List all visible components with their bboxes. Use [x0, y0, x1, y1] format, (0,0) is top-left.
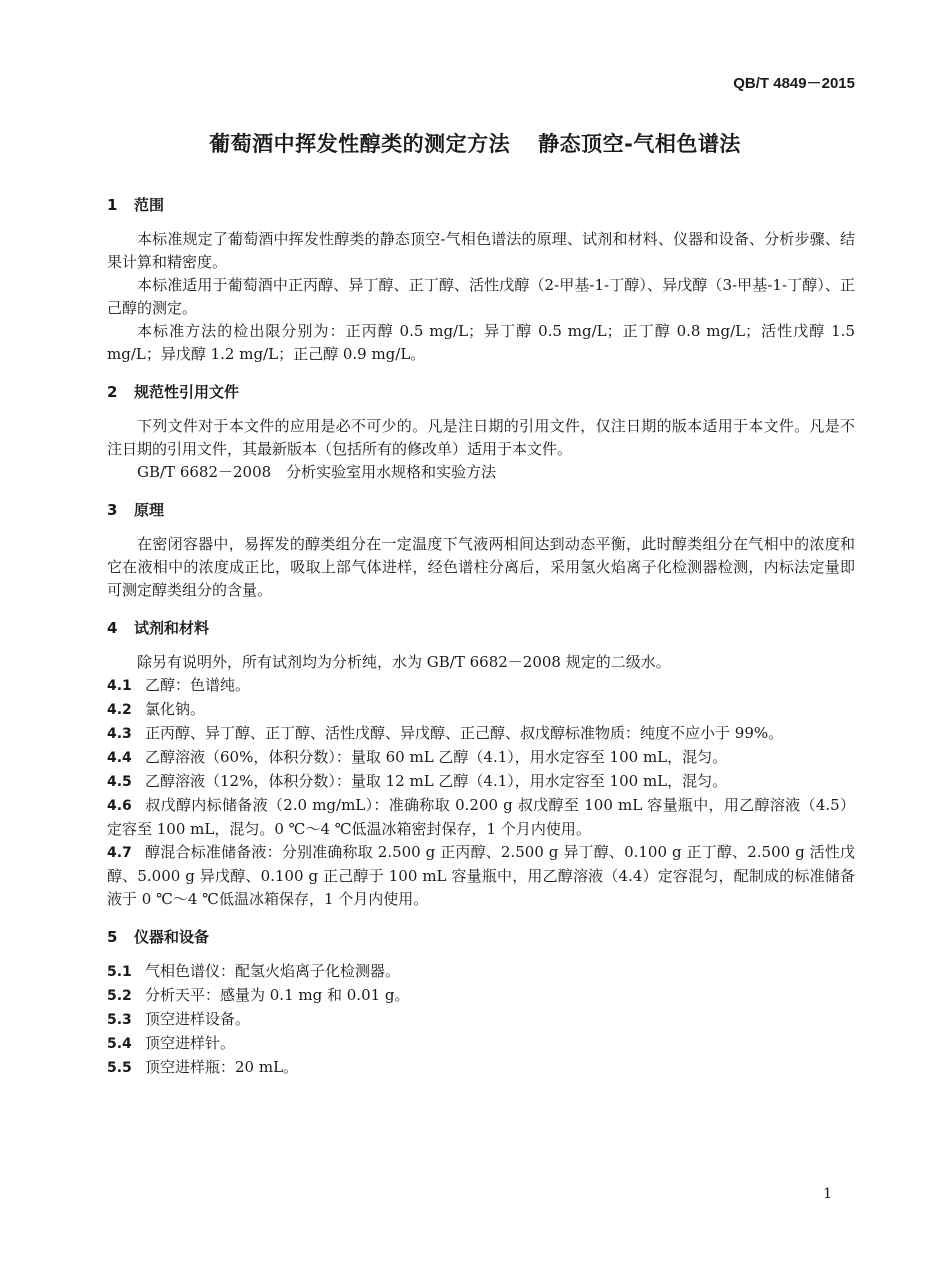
section-number: 5: [107, 928, 118, 946]
list-item: [107, 746, 855, 770]
document-body: [107, 194, 855, 1095]
section-title: 规范性引用文件: [134, 383, 240, 401]
section-number: 3: [107, 501, 118, 519]
item-number: 4.2: [107, 702, 132, 718]
item-text: 乙醇溶液（60%，体积分数）：量取 60 mL 乙醇（4.1），用水定容至 100 mL，混匀。: [145, 748, 728, 766]
reference-entry: GB/T 6682－2008 分析实验室用水规格和实验方法: [137, 463, 497, 481]
section-reagents: [107, 617, 855, 911]
item-number: 4.7: [107, 845, 132, 861]
list-item: [107, 674, 855, 698]
item-text: 正丙醇、异丁醇、正丁醇、活性戊醇、异戊醇、正己醇、叔戊醇标准物质：纯度不应小于 99%。: [145, 724, 784, 742]
item-number: 5.3: [107, 1012, 132, 1028]
section-heading: [107, 194, 855, 216]
item-number: 4.5: [107, 774, 132, 790]
paragraph: 下列文件对于本文件的应用是必不可少的。凡是注日期的引用文件，仅注日期的版本适用于本文件。凡是不注日期的引用文件，其最新版本（包括所有的修改单）适用于本文件。: [107, 417, 855, 458]
item-text: 乙醇溶液（12%，体积分数）：量取 12 mL 乙醇（4.1），用水定容至 100 mL，混匀。: [145, 772, 728, 790]
section-number: 4: [107, 619, 118, 637]
list-item: [107, 841, 855, 911]
paragraph: 除另有说明外，所有试剂均为分析纯，水为 GB/T 6682－2008 规定的二级水。: [137, 653, 671, 671]
paragraph: 本标准规定了葡萄酒中挥发性醇类的静态顶空-气相色谱法的原理、试剂和材料、仪器和设备、分析步骤、结果计算和精密度。: [107, 230, 855, 271]
item-number: 5.4: [107, 1036, 132, 1052]
section-scope: [107, 194, 855, 366]
paragraph: 本标准适用于葡萄酒中正丙醇、异丁醇、正丁醇、活性戊醇（2-甲基-1-丁醇）、异戊醇（3-甲基-1-丁醇）、正己醇的测定。: [107, 276, 855, 317]
item-text: 氯化钠。: [145, 700, 206, 718]
item-text: 分析天平：感量为 0.1 mg 和 0.01 g。: [145, 986, 410, 1004]
paragraph: 在密闭容器中，易挥发的醇类组分在一定温度下气液两相间达到动态平衡，此时醇类组分在气相中的浓度和它在液相中的浓度成正比，吸取上部气体进样，经色谱柱分离后，采用氢火焰离子化检测器检测，内标法定量即可测定醇类组分的含量。: [107, 535, 855, 599]
list-item: [107, 960, 855, 984]
list-item: [107, 984, 855, 1008]
list-item: [107, 794, 855, 841]
item-text: 顶空进样瓶：20 mL。: [145, 1058, 299, 1076]
item-number: 4.3: [107, 726, 132, 742]
item-number: 5.1: [107, 964, 132, 980]
list-item: [107, 1008, 855, 1032]
section-title: 试剂和材料: [134, 619, 210, 637]
section-normative-references: [107, 381, 855, 484]
item-number: 4.6: [107, 798, 132, 814]
section-heading: [107, 381, 855, 403]
list-item: [107, 698, 855, 722]
item-text: 顶空进样设备。: [145, 1010, 251, 1028]
section-heading: [107, 926, 855, 948]
section-heading: [107, 499, 855, 521]
item-number: 5.2: [107, 988, 132, 1004]
title-main: 葡萄酒中挥发性醇类的测定方法: [209, 132, 511, 156]
section-title: 仪器和设备: [134, 928, 210, 946]
item-text: 气相色谱仪：配氢火焰离子化检测器。: [145, 962, 401, 980]
item-number: 4.4: [107, 750, 132, 766]
list-item: [107, 770, 855, 794]
section-title: 原理: [134, 501, 165, 519]
item-text: 叔戊醇内标储备液（2.0 mg/mL）：准确称取 0.200 g 叔戊醇至 100 mL 容量瓶中，用乙醇溶液（4.5）定容至 100 mL，混匀。0 ℃～4 ℃低温冰箱密封保存，1 个月内使用。: [107, 796, 855, 838]
title-sub: 静态顶空-气相色谱法: [538, 132, 741, 156]
document-title: [0, 128, 950, 158]
item-number: 4.1: [107, 678, 132, 694]
standard-code: QB/T 4849－2015: [733, 75, 855, 92]
list-item: [107, 1056, 855, 1080]
section-instruments: [107, 926, 855, 1080]
section-principle: [107, 499, 855, 602]
section-heading: [107, 617, 855, 639]
list-item: [107, 722, 855, 746]
section-number: 1: [107, 196, 118, 214]
section-number: 2: [107, 383, 118, 401]
list-item: [107, 1032, 855, 1056]
item-text: 顶空进样针。: [145, 1034, 236, 1052]
section-title: 范围: [134, 196, 165, 214]
paragraph: 本标准方法的检出限分别为：正丙醇 0.5 mg/L；异丁醇 0.5 mg/L；正丁醇 0.8 mg/L；活性戊醇 1.5 mg/L；异戊醇 1.2 mg/L；正己醇 0.9 mg/L。: [107, 322, 855, 363]
item-text: 乙醇：色谱纯。: [145, 676, 251, 694]
page-number: 1: [823, 1186, 832, 1202]
item-number: 5.5: [107, 1060, 132, 1076]
item-text: 醇混合标准储备液：分别准确称取 2.500 g 正丙醇、2.500 g 异丁醇、0.100 g 正丁醇、2.500 g 活性戊醇、5.000 g 异戊醇、0.100 g 正己醇于 100 mL 容量瓶中，用乙醇溶液（4.4）定容混匀，配制成的标准储备液于 0 ℃～4 ℃低温冰箱保存，1 个月内使用。: [107, 843, 855, 908]
